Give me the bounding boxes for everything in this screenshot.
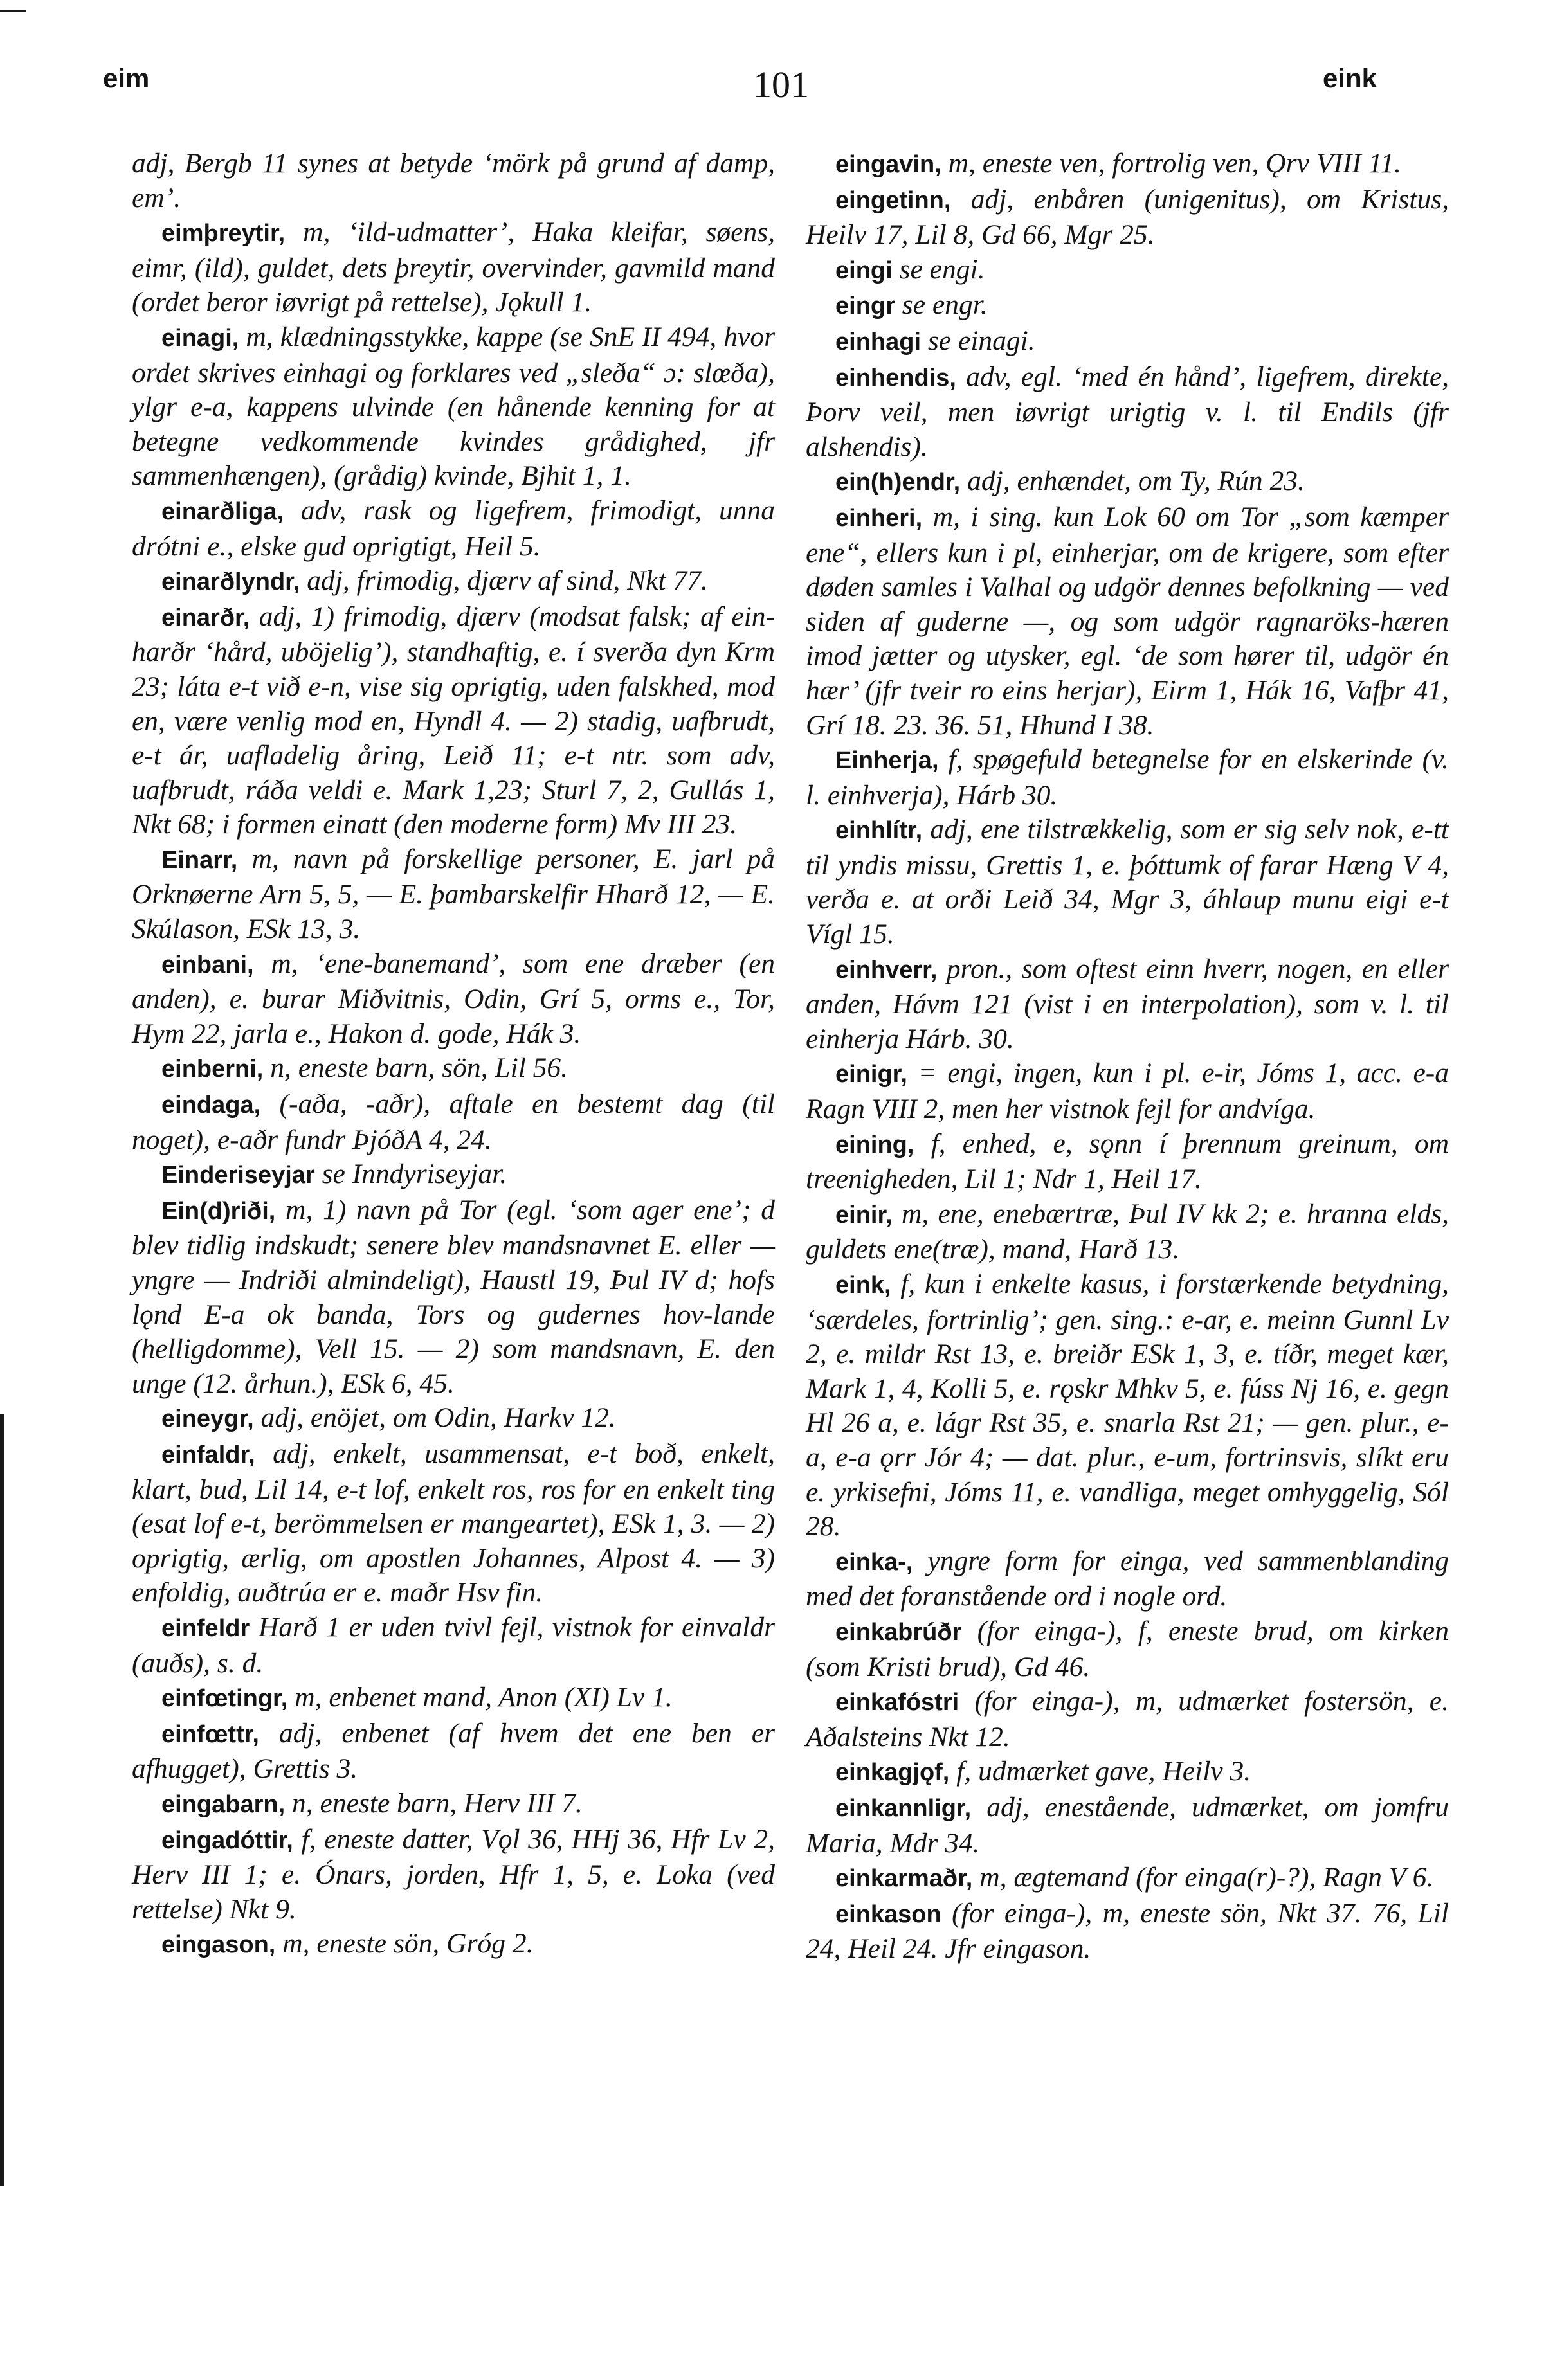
page-header	[0, 63, 1562, 121]
dictionary-entry	[132, 1157, 775, 1193]
dictionary-entry	[132, 1717, 775, 1787]
left-column	[132, 147, 775, 1963]
dictionary-entry	[806, 183, 1449, 253]
dictionary-entry	[806, 288, 1449, 324]
entry-definition: m, navn på forskellige personer, E. jarl på Orknøerne Arn 5, 5, — E. þambarskelfir Hharð 12, — E. Skúlason, ESk 13, 3.	[132, 843, 776, 945]
dictionary-entry	[806, 1197, 1449, 1267]
entry-definition: m, ‘ild-udmatter’, Haka kleifar, søens, eimr, (ild), guldet, dets þreytir, overvinder, gavmild mand (ordet beror iøvrigt på rettelse), Jǫkull 1.	[132, 217, 776, 318]
entry-definition: m, ene, enebærtræ, Þul IV kk 2; e. hranna elds, guldets ene(træ), mand, Harð 13.	[806, 1198, 1449, 1265]
entry-definition: adv, egl. ‘med én hånd’, ligefrem, direkte, Þorv veil, men iøvrigt urigtig v. l. til Endils (jfr alshendis).	[806, 361, 1449, 462]
scan-edge-shadow	[0, 1414, 4, 2186]
entry-definition: adj, enbenet (af hvem det ene ben er afhugget), Grettis 3.	[132, 1717, 776, 1785]
dictionary-entry	[132, 600, 775, 842]
dictionary-entry	[806, 1544, 1449, 1614]
dictionary-entry	[806, 253, 1449, 289]
dictionary-entry	[132, 1787, 775, 1823]
dictionary-entry	[132, 1681, 775, 1717]
entry-headword: eingetinn,	[835, 186, 951, 214]
entry-definition: pron., som oftest einn hverr, nogen, en eller anden, Hávm 121 (vist i en interpolation), som v. l. til einherja Hárb. 30.	[806, 953, 1449, 1054]
entry-headword: Einherja,	[835, 747, 939, 775]
entry-headword: einberni,	[161, 1056, 264, 1083]
entry-definition: m, eneste ven, fortrolig ven, Ǫrv VIII 11.	[948, 148, 1401, 179]
entry-headword: einkagjǫf,	[835, 1759, 950, 1787]
entry-headword: ein(h)endr,	[835, 469, 961, 496]
entry-definition: m, i sing. kun Lok 60 om Tor „som kæmper ene“, ellers kun i pl, einherjar, om de krigere, som efter døden samles i Valhal og udgör dennes befolkning — ved siden af guderne —, og som udgör ragnaröks-hæren imod jætter og utysker, egl. ‘de som hører til, udgör én hær’ (jfr tveir ro eins herjar), Eirm 1, Hák 16, Vafþr 41, Grí 18. 23. 36. 51, Hhund I 38.	[806, 501, 1449, 741]
dictionary-entry	[806, 1056, 1449, 1126]
dictionary-entry	[806, 1614, 1449, 1684]
entry-headword: einfœtingr,	[161, 1685, 288, 1713]
entry-definition: adj, enbåren (unigenitus), om Kristus, Heilv 17, Lil 8, Gd 66, Mgr 25.	[806, 183, 1449, 251]
entry-headword: einkafóstri	[835, 1689, 959, 1717]
dictionary-entry	[806, 500, 1449, 743]
entry-definition: adj, ene tilstrækkelig, som er sig selv nok, e-tt til yndis missu, Grettis 1, e. þóttumk of farar Hæng V 4, verða e. at orði Leið 34, Mgr 3, áhlaup munu eigi e-t Vígl 15.	[806, 814, 1449, 950]
dictionary-entry	[132, 947, 775, 1052]
entry-headword: eindaga,	[161, 1092, 261, 1119]
entry-definition: n, eneste barn, sön, Lil 56.	[270, 1052, 568, 1084]
entry-definition: adj, Bergb 11 synes at betyde ‘mörk på grund af damp, em’.	[132, 148, 775, 213]
entry-headword: Einderiseyjar	[161, 1162, 315, 1189]
entry-headword: eingr	[835, 293, 895, 320]
entry-definition: n, eneste barn, Herv III 7.	[292, 1787, 583, 1819]
dictionary-entry	[132, 1610, 775, 1681]
page-number: 101	[753, 64, 809, 105]
dictionary-entry	[806, 1861, 1449, 1897]
entry-headword: einhlítr,	[835, 817, 923, 845]
entry-definition: yngre form for einga, ved sammenblanding med det foranstående ord i nogle ord.	[806, 1545, 1449, 1612]
dictionary-entry	[806, 952, 1449, 1057]
entry-headword: einarðr,	[161, 604, 250, 631]
dictionary-entry	[806, 147, 1449, 183]
dictionary-entry	[132, 842, 775, 947]
entry-definition: adj, enhændet, om Ty, Rún 23.	[967, 465, 1305, 497]
entry-definition: f, spøgefuld betegnelse for en elskerinde (v. l. einhverja), Hárb 30.	[806, 744, 1449, 811]
entry-definition: adj, enkelt, usammensat, e-t boð, enkelt, klart, bud, Lil 14, e-t lof, enkelt ros, ros for en enkelt ting (esat lof e-t, berömmelsen er mangeartet), ESk 1, 3. — 2) oprigtig, ærlig, om apostlen Johannes, Alpost 4. — 3) enfoldig, auðtrúa er e. maðr Hsv fin.	[132, 1438, 775, 1609]
dictionary-entry	[806, 1754, 1449, 1790]
entry-definition: m, ægtemand (for einga(r)-?), Ragn V 6.	[979, 1862, 1434, 1893]
entry-headword: einheri,	[835, 504, 923, 532]
entry-definition: adv, rask og ligefrem, frimodigt, unna drótni e., elske gud oprigtigt, Heil 5.	[132, 494, 776, 562]
dictionary-entry	[132, 320, 775, 494]
entry-headword: einfeldr	[161, 1614, 250, 1642]
entry-definition: f, kun i enkelte kasus, i forstærkende betydning, ‘særdeles, fortrinlig’; gen. sing.: e-ar, e. meinn Gunnl Lv 2, e. mildr Rst 13, e. breiðr ESk 1, 3, e. tíðr, meget kær, Mark 1, 4, Kolli 5, e. rǫskr Mhkv 5, e. fúss Nj 16, e. gegn Hl 26 a, e. lágr Rst 35, e. snarla Rst 21; — gen. plur., e-a, e-a ǫrr Jór 4; — dat. plur., e-um, fortrinsvis, slíkt eru e. yrkisefni, Jóms 11, e. vandliga, meget omhyggelig, Sól 28.	[806, 1268, 1449, 1542]
entry-definition: m, eneste sön, Gróg 2.	[282, 1928, 534, 1960]
dictionary-entry	[132, 494, 775, 564]
entry-definition: se engi.	[899, 253, 985, 285]
dictionary-entry	[132, 1193, 775, 1402]
entry-definition: se Inndyriseyjar.	[322, 1158, 507, 1190]
entry-headword: einka-,	[835, 1548, 913, 1576]
entry-headword: Ein(d)riði,	[161, 1197, 276, 1225]
entry-definition: adj, enöjet, om Odin, Harkv 12.	[260, 1402, 616, 1434]
entry-headword: einbani,	[161, 951, 254, 978]
entry-definition: adj, 1) frimodig, djærv (modsat falsk; af ein-harðr ‘hård, uböjelig’), standhaftig, e. í sverða dyn Krm 23; láta e-t við e-n, vise sig oprigtig, uden falskhed, mod en, være venlig mod en, Hyndl 4. — 2) stadig, uafbrudt, e-t ár, uafladelig åring, Leið 11; e-t ntr. som adv, uafbrudt, ráða veldi e. Mark 1,23; Sturl 7, 2, Gullás 1, Nkt 68; i formen einatt (den moderne form) Mv III 23.	[132, 600, 776, 840]
dictionary-entry	[132, 1823, 775, 1927]
entry-headword: einarðliga,	[161, 498, 284, 525]
entry-headword: eingi	[835, 257, 893, 284]
entry-definition: se einagi.	[927, 325, 1035, 356]
entry-definition: f, enhed, e, sǫnn í þrennum greinum, om treenigheden, Lil 1; Ndr 1, Heil 17.	[806, 1128, 1449, 1195]
entry-headword: einkason	[835, 1900, 941, 1928]
entry-headword: Einarr,	[161, 846, 238, 874]
entry-definition: (for einga-), m, udmærket fostersön, e. Aðalsteins Nkt 12.	[806, 1686, 1449, 1753]
entry-definition: adj, enestående, udmærket, om jomfru Maria, Mdr 34.	[806, 1791, 1449, 1859]
right-column	[806, 147, 1449, 1967]
dictionary-entry	[132, 1401, 775, 1437]
dictionary-entry	[806, 464, 1449, 500]
scan-edge-mark	[0, 10, 26, 12]
entry-headword: eingason,	[161, 1931, 276, 1959]
dictionary-entry	[132, 1437, 775, 1610]
dictionary-entry	[806, 1684, 1449, 1754]
dictionary-entry	[806, 1127, 1449, 1197]
entry-definition: se engr.	[902, 289, 988, 321]
entry-headword: eink,	[835, 1272, 891, 1299]
left-running-head: eim	[103, 63, 150, 93]
entry-definition: m, klædningsstykke, kappe (se SnE II 494, hvor ordet skrives einhagi og forklares ved „sleða“ ɔ: slœða), ylgr e-a, kappens ulvinde (en hånende kenning for at betegne vedkommende kvindes grådighed, jfr sammenhængen), (grådig) kvinde, Bjhit 1, 1.	[132, 321, 776, 492]
dictionary-entry	[806, 1790, 1449, 1861]
entry-headword: einkarmaðr,	[835, 1865, 973, 1893]
entry-definition: m, 1) navn på Tor (egl. ‘som ager ene’; d blev tidlig indskudt; senere blev mandsnavnet E. eller — yngre — Indriði almindeligt), Haustl 19, Þul IV d; hofs lǫnd E-a ok banda, Tors og gudernes hov-lande (helligdomme), Vell 15. — 2) som mandsnavn, E. den unge (12. århun.), ESk 6, 45.	[132, 1194, 775, 1399]
entry-headword: einarðlyndr,	[161, 568, 300, 596]
entry-headword: eining,	[835, 1131, 914, 1158]
entry-definition: m, ‘ene-banemand’, som ene dræber (en anden), e. burar Miðvitnis, Odin, Grí 5, orms e., Tor, Hym 22, jarla e., Hakon d. gode, Hák 3.	[132, 948, 776, 1049]
dictionary-entry	[806, 1897, 1449, 1967]
entry-definition: (for einga-), f, eneste brud, om kirken (som Kristi brud), Gd 46.	[806, 1615, 1449, 1682]
entry-headword: einkabrúðr	[835, 1618, 962, 1646]
entry-headword: einhverr,	[835, 956, 938, 984]
entry-headword: eingabarn,	[161, 1790, 286, 1818]
dictionary-entry	[806, 324, 1449, 360]
dictionary-entry	[806, 1267, 1449, 1544]
dictionary-entry	[132, 564, 775, 600]
right-running-head: eink	[1322, 63, 1377, 93]
entry-definition: f, eneste datter, Vǫl 36, HHj 36, Hfr Lv 2, Herv III 1; e. Ónars, jorden, Hfr 1, 5, e. Loka (ved rettelse) Nkt 9.	[132, 1823, 776, 1925]
entry-headword: einhendis,	[835, 364, 956, 392]
dictionary-entry	[132, 147, 775, 215]
entry-definition: = engi, ingen, kun i pl. e-ir, Jóms 1, acc. e-a Ragn VIII 2, men her vistnok fejl for andvíga.	[806, 1058, 1449, 1125]
entry-headword: eingadóttir,	[161, 1826, 293, 1854]
dictionary-entry	[806, 813, 1449, 951]
entry-definition: m, enbenet mand, Anon (XI) Lv 1.	[295, 1682, 673, 1713]
entry-headword: eingavin,	[835, 151, 941, 178]
entry-headword: eineygr,	[161, 1405, 254, 1433]
entry-definition: adj, frimodig, djærv af sind, Nkt 77.	[307, 565, 708, 597]
entry-headword: einfœttr,	[161, 1720, 259, 1748]
dictionary-entry	[806, 360, 1449, 465]
entry-headword: eimþreytir,	[161, 220, 286, 248]
entry-definition: (-aða, -aðr), aftale en bestemt dag (til noget), e-aðr fundr ÞjóðA 4, 24.	[132, 1088, 775, 1155]
entry-headword: einhagi	[835, 328, 922, 356]
dictionary-entry	[806, 743, 1449, 813]
dictionary-entry	[132, 1051, 775, 1087]
dictionary-entry	[132, 215, 775, 320]
entry-definition: Harð 1 er uden tvivl fejl, vistnok for einvaldr (auðs), s. d.	[132, 1611, 776, 1679]
entry-headword: einigr,	[835, 1061, 907, 1088]
entry-headword: einir,	[835, 1201, 893, 1229]
entry-definition: (for einga-), m, eneste sön, Nkt 37. 76, Lil 24, Heil 24. Jfr eingason.	[806, 1897, 1449, 1965]
dictionary-entry	[132, 1927, 775, 1963]
entry-headword: einagi,	[161, 324, 239, 352]
dictionary-entry	[132, 1087, 775, 1157]
entry-headword: einkannligr,	[835, 1794, 972, 1822]
entry-definition: f, udmærket gave, Heilv 3.	[956, 1756, 1251, 1787]
entry-headword: einfaldr,	[161, 1441, 255, 1468]
